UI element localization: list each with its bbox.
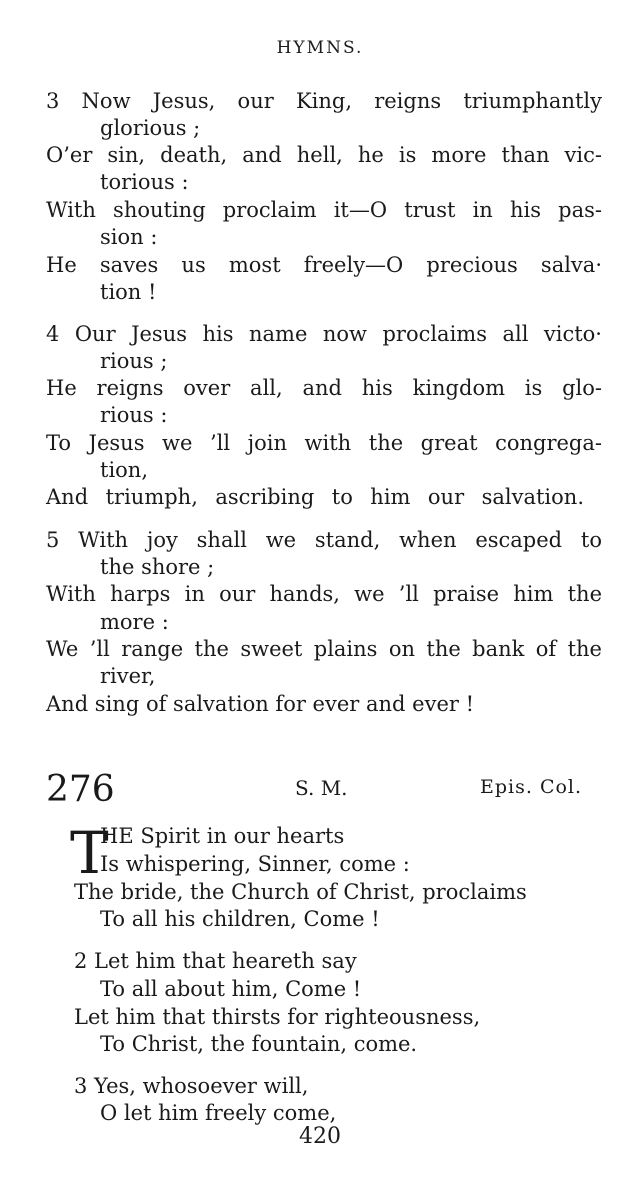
hymn-line: With shouting proclaim it—O trust in his pas- — [46, 198, 602, 222]
hymn-line: To Jesus we ’ll join with the great congrega- — [46, 431, 602, 455]
hymn-line: To all about him, Come ! — [100, 977, 362, 1001]
hymn-line: 3 Now Jesus, our King, reigns triumphantly — [46, 89, 602, 113]
hymn-line-continuation: more : — [100, 610, 169, 634]
hymn-line: To Christ, the fountain, come. — [100, 1032, 418, 1056]
hymn-line: 3 Yes, whosoever will, — [74, 1074, 309, 1098]
drop-cap: T — [70, 819, 109, 887]
hymn-line: He saves us most freely—O precious salva· — [46, 253, 602, 277]
hymn-line: Let him that thirsts for righteousness, — [74, 1005, 481, 1029]
hymn-line: To all his children, Come ! — [100, 907, 380, 931]
hymn-line: 2 Let him that heareth say — [74, 949, 357, 973]
hymn-number: 276 — [46, 769, 115, 810]
hymn-line: And triumph, ascribing to him our salvation. — [46, 485, 584, 509]
hymn-line-continuation: glorious ; — [100, 116, 201, 140]
hymn-line-continuation: tion ! — [100, 280, 157, 304]
hymn-line-continuation: rious ; — [100, 349, 168, 373]
hymn-line-continuation: the shore ; — [100, 555, 215, 579]
hymn-line-continuation: tion, — [100, 458, 148, 482]
hymn-line-continuation: sion : — [100, 225, 158, 249]
hymn-line: Is whispering, Sinner, come : — [100, 852, 410, 876]
hymn-line: And sing of salvation for ever and ever ! — [46, 692, 475, 716]
hymn-line: O let him freely come, — [100, 1101, 337, 1125]
hymn-line: HE Spirit in our hearts — [100, 824, 345, 848]
running-header: HYMNS. — [276, 38, 364, 58]
hymn-line: O’er sin, death, and hell, he is more than vic- — [46, 143, 602, 167]
hymn-line: 4 Our Jesus his name now proclaims all victo· — [46, 322, 602, 346]
hymn-line-continuation: river, — [100, 664, 156, 688]
hymn-line-continuation: torious : — [100, 170, 189, 194]
page-number: 420 — [299, 1124, 341, 1149]
hymn-line: 5 With joy shall we stand, when escaped to — [46, 528, 602, 552]
hymn-line-continuation: rious : — [100, 403, 168, 427]
tune-name: Epis. Col. — [480, 776, 583, 798]
hymn-line: With harps in our hands, we ’ll praise him the — [46, 582, 602, 606]
hymn-meter: S. M. — [295, 776, 348, 800]
hymn-line: We ’ll range the sweet plains on the bank of the — [46, 637, 602, 661]
hymn-line: He reigns over all, and his kingdom is glo- — [46, 376, 602, 400]
hymn-line: The bride, the Church of Christ, proclaims — [74, 880, 527, 904]
